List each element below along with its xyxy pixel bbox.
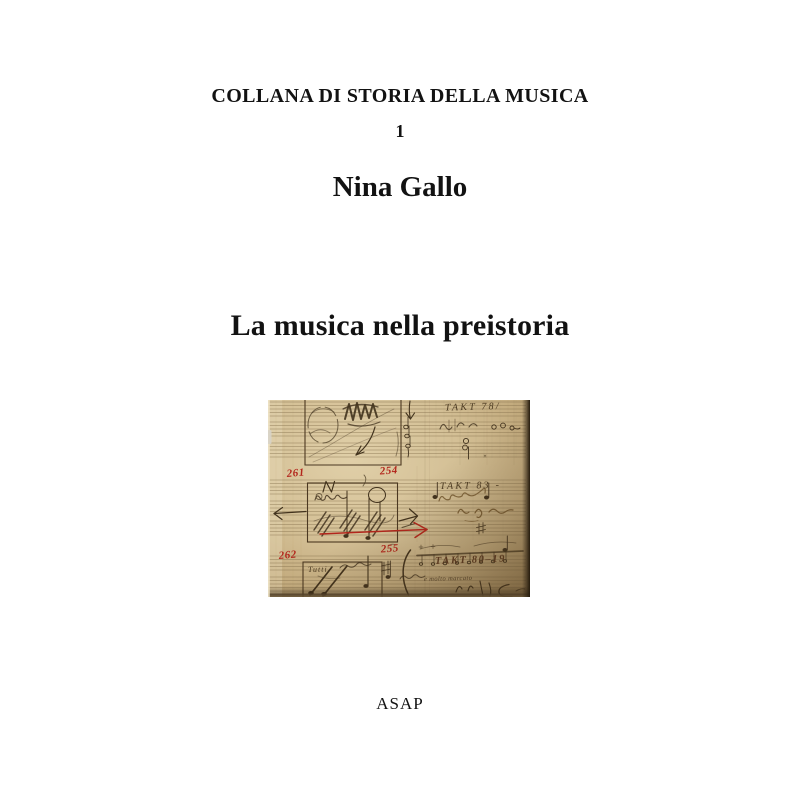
book-title: La musica nella preistoria xyxy=(230,309,570,342)
photo-right-edge xyxy=(522,400,530,597)
author-name: Nina Gallo xyxy=(332,171,468,203)
series-title: COLLANA DI STORIA DELLA MUSICA xyxy=(211,85,589,107)
corner-shade xyxy=(268,400,530,597)
series-number: 1 xyxy=(395,121,405,141)
manuscript-photo xyxy=(268,400,530,597)
manuscript-photo-art xyxy=(268,400,530,597)
publisher-name: ASAP xyxy=(376,694,424,713)
left-edge-notch xyxy=(268,430,272,444)
